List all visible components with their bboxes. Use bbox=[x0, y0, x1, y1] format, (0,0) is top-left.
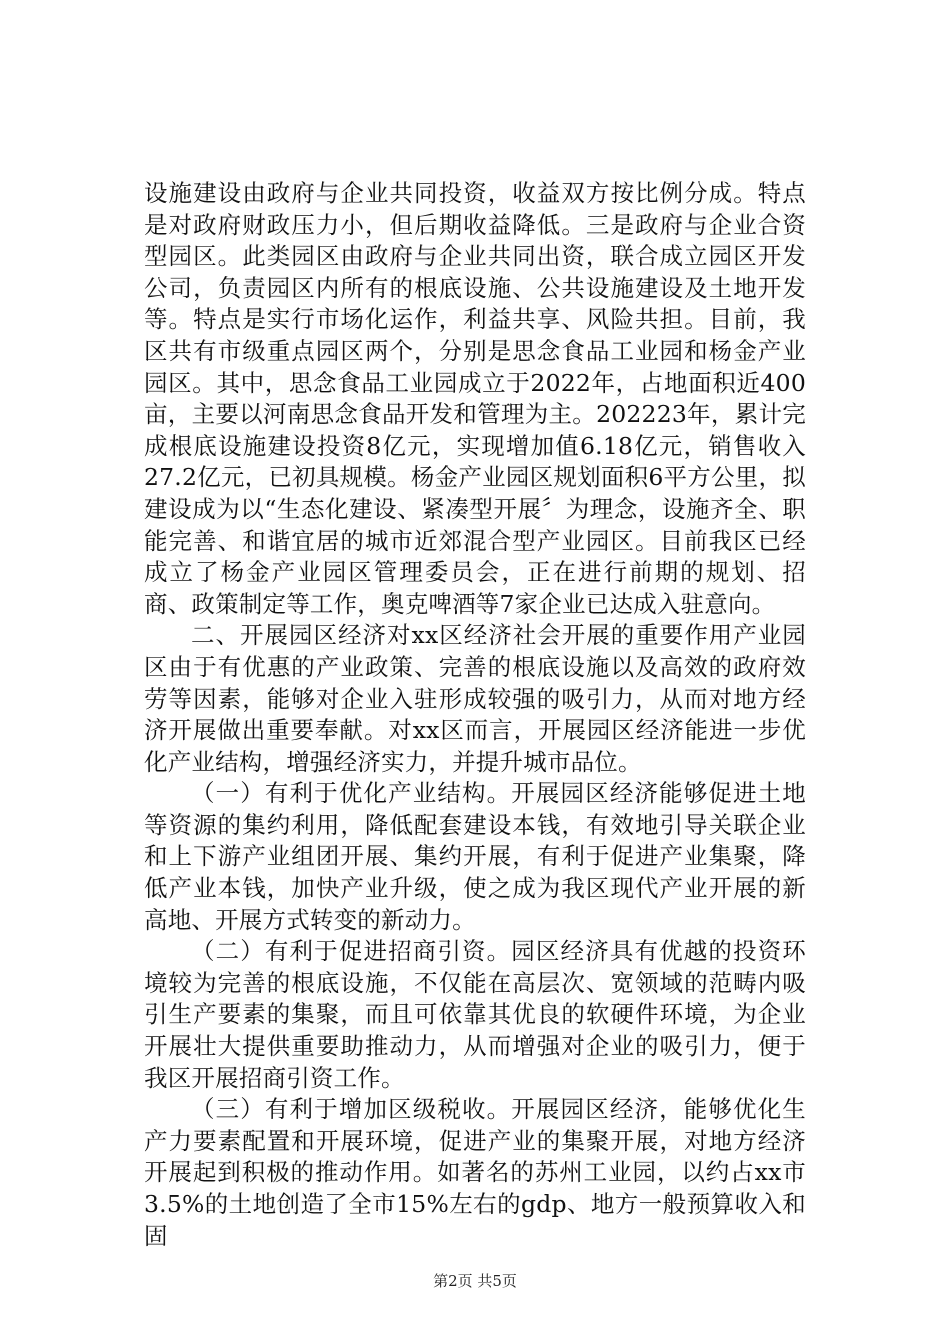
page-footer bbox=[0, 1271, 950, 1291]
paragraph-point-three: （三）有利于增加区级税收。开展园区经济，能够优化生产力要素配置和开展环境，促进产业的集聚开展，对地方经济开展起到积极的推动作用。如著名的苏州工业园，以约占xx市3.5%的土地创造了全市15%左右的gdp、地方一般预算收入和固 bbox=[144, 1095, 806, 1250]
paragraph-intro: 设施建设由政府与企业共同投资，收益双方按比例分成。特点是对政府财政压力小，但后期收益降低。三是政府与企业合资型园区。此类园区由政府与企业共同出资，联合成立园区开发公司，负责园区内所有的根底设施、公共设施建设及土地开发等。特点是实行市场化运作，利益共享、风险共担。目前，我区共有市级重点园区两个，分别是思念食品工业园和杨金产业园区。其中，思念食品工业园成立于2022年，占地面积近400亩，主要以河南思念食品开发和管理为主。202223年，累计完成根底设施建设投资8亿元，实现增加值6.18亿元，销售收入27.2亿元，已初具规模。杨金产业园区规划面积6平方公里，拟建设成为以“生态化建设、紧凑型开展〞为理念，设施齐全、职能完善、和谐宜居的城市近郊混合型产业园区。目前我区已经成立了杨金产业园区管理委员会，正在进行前期的规划、招商、政策制定等工作，奥克啤酒等7家企业已达成入驻意向。 bbox=[144, 179, 806, 618]
page-number: 第2页 共5页 bbox=[433, 1272, 517, 1290]
paragraph-point-one: （一）有利于优化产业结构。开展园区经济能够促进土地等资源的集约利用，降低配套建设本钱，有效地引导关联企业和上下游产业组团开展、集约开展，有利于促进产业集聚，降低产业本钱，加快产业升级，使之成为我区现代产业开展的新高地、开展方式转变的新动力。 bbox=[144, 779, 806, 934]
paragraph-point-two: （二）有利于促进招商引资。园区经济具有优越的投资环境较为完善的根底设施，不仅能在高层次、宽领域的范畴内吸引生产要素的集聚，而且可依靠其优良的软硬件环境，为企业开展壮大提供重要助推动力，从而增强对企业的吸引力，便于我区开展招商引资工作。 bbox=[144, 937, 806, 1092]
paragraph-section-two: 二、开展园区经济对xx区经济社会开展的重要作用产业园区由于有优惠的产业政策、完善的根底设施以及高效的政府效劳等因素，能够对企业入驻形成较强的吸引力，从而对地方经济开展做出重要奉献。对xx区而言，开展园区经济能进一步优化产业结构，增强经济实力，并提升城市品位。 bbox=[144, 621, 806, 776]
document-body bbox=[144, 178, 806, 1252]
